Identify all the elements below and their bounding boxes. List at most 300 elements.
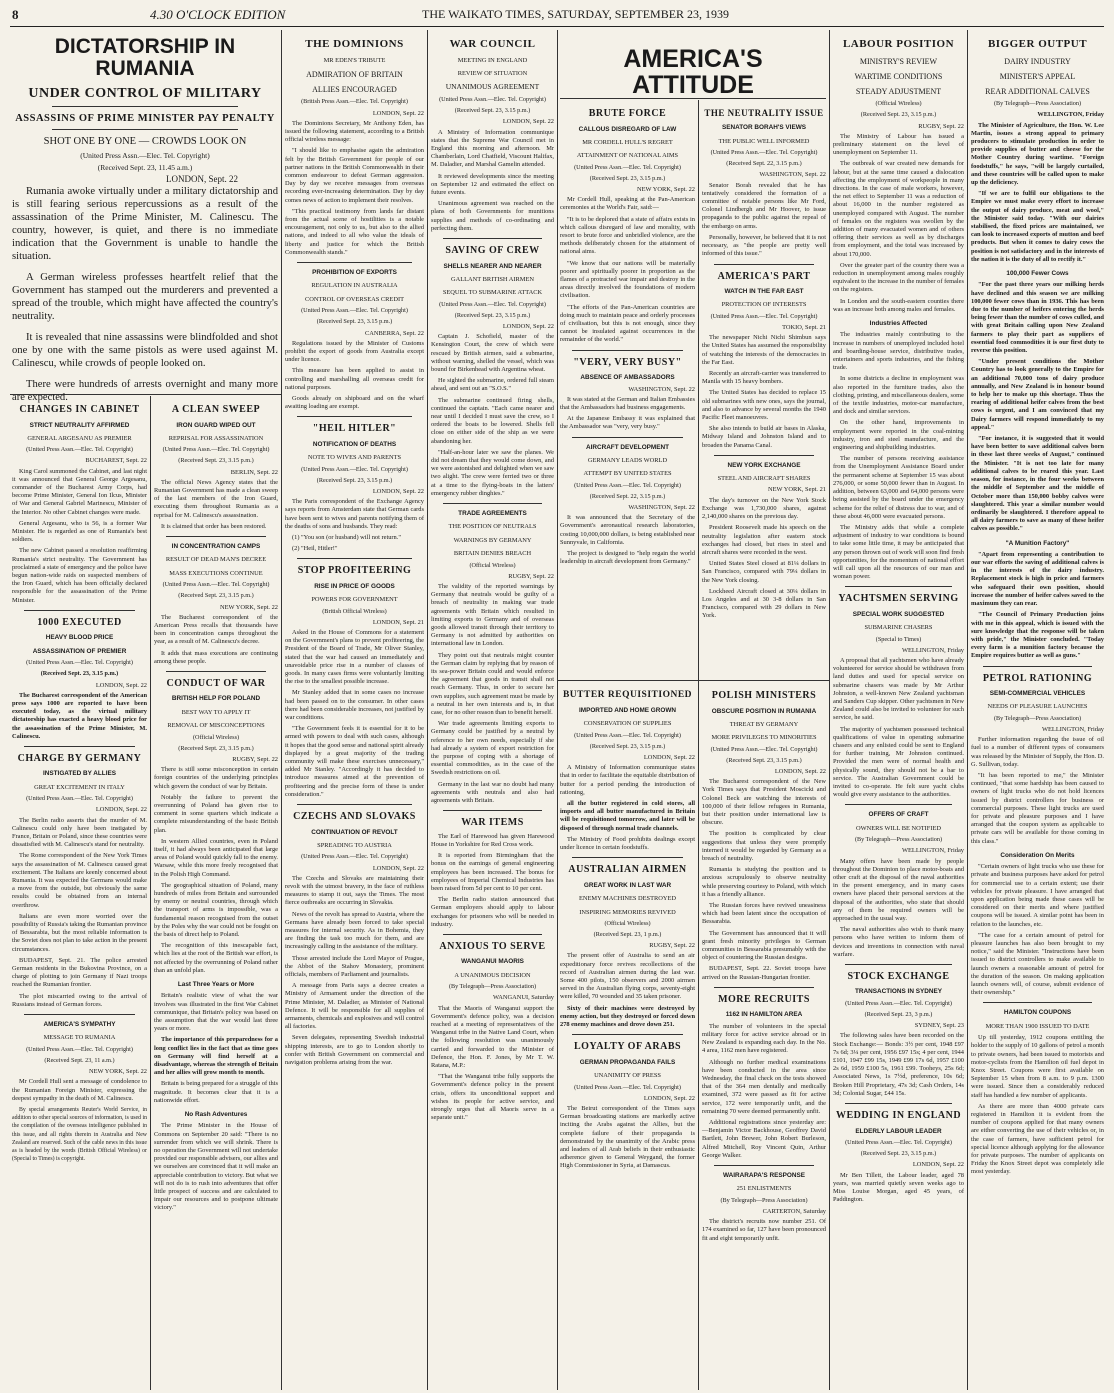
paragraph: The validity of the reported warnings by Germany that neutrals would be guilty of a breach of neutrality in making war trade agreements with Britain which resulted in limiting exports to Germany and of overseas goods allowed transit through their territory to Germany is not admitted by authorities on international law in London. — [431, 582, 554, 648]
dateline: WELLINGTON, Friday — [1042, 725, 1104, 733]
dateline: WELLINGTON, Friday — [1037, 111, 1104, 119]
article-headline: CONDUCT OF WAR — [166, 677, 266, 689]
credit-line: (United Press Assn.—Elec. Tel. Copyright) — [80, 151, 210, 161]
section-subhead: 100,000 Fewer Cows — [1006, 270, 1069, 278]
paragraph: As there are more than 4000 private cars registered in Hamilton it is evident from the number of coupons applied for that many owners are either converting the use of their vehicles or, in the case of farmers, have sufficient petrol for special licence although applying for the allowance for private purposes. The number of applicants on Friday the Knox Street depot was completely idle most yesterday. — [971, 1102, 1104, 1176]
subhead: REMOVAL OF MISCONCEPTIONS — [167, 722, 265, 730]
paragraph: The Berlin radio station announced that German employers should apply to labour exchanges for prisoners who will be needed in industry. — [431, 896, 554, 928]
dateline: LONDON, Sept. 22 — [912, 1161, 964, 1169]
dateline: LONDON, Sept. 22 — [95, 681, 147, 689]
subhead: SPECIAL WORK SUGGESTED — [852, 610, 945, 618]
paragraph: Additional registrations since yesterday are:—Benjamin Victor Backhouse, Geoffrey David Bartlett, John Brewer, John Robert Burleson, Alfred Mitchell, Roy Vincent Quin, Arthur George Walker. — [702, 1118, 826, 1159]
subhead: RESULT OF DEAD MAN'S DECREE — [165, 556, 267, 564]
paragraph: Over the greater part of the country there was a reduction in unemployment among males roughly equivalent to the increase in the number of females on the registers. — [833, 261, 964, 294]
article-headline: YACHTSMEN SERVING — [838, 593, 959, 605]
paragraph: At the Japanese Embassy it was explained that the Ambassador was "very, very busy." — [560, 415, 695, 431]
article-headline: WEDDING IN ENGLAND — [835, 1110, 962, 1122]
subhead: UNANIMITY OF PRESS — [594, 1072, 661, 1080]
article-headline: LABOUR POSITION — [842, 38, 955, 50]
paragraph: Regulations issued by the Minister of Customs prohibit the export of goods from Australia except under licence. — [285, 339, 424, 364]
paragraph: The Czechs and Slovaks are maintaining their revolt with the utmost bravery, in the face of ruthless measures to stamp it out, says the Times. The most fierce outbreaks are occurring in Slovakia. — [285, 874, 424, 907]
paragraph: "That the Wanganui tribe fully supports the Government's defence policy in the present crisis, offers its unconditional support and wishes its people for active service, and strongly urges that all Maoris serve in a separate unit." — [431, 1073, 554, 1122]
dateline: WELLINGTON, Friday — [902, 646, 964, 654]
subhead: NEEDS OF PLEASURE LAUNCHES — [987, 703, 1088, 711]
paragraph: The project is designed to "help regain the world leadership in aircraft development from Germany." — [560, 550, 695, 566]
article-headline: AUSTRALIAN AIRMEN — [568, 864, 687, 876]
article-headline: AIRCRAFT DEVELOPMENT — [585, 443, 670, 451]
credit-line: (United Press Assn.—Elec. Tel. Copyright) — [162, 581, 270, 589]
paragraph: "I should like to emphasise again the admiration felt by the British Government for people of our partner nations in the British Commonwealth in their common endeavour to defeat German aggression. Day by day we receive messages from overseas recording ever-increasing determination. Day by day comes news of action to implement their resolves. — [285, 147, 424, 204]
section-subhead: Last Three Years or More — [177, 981, 255, 989]
received-line: (Received Sept. 23, 3.15 p.m.) — [316, 318, 393, 326]
credit-line: (United Press Assn.—Elec. Tel. Copyright) — [845, 999, 952, 1007]
paragraph: "The efforts of the Pan-American countries are doing much to maintain peace and orderly processes of civilisation, but this is not enough, since they cannot be insulated against occurrences in the remainder of the world." — [560, 303, 695, 344]
copyright-notice: By special arrangements Reuter's World Service, in addition to other special sources of information, is used in the compilation of the overseas intelligence published in this issue, and all rights therein in Australia and New Zealand are reserved. Such of the cable news in this issue as is headed by the words (British Official Wireless) or (Special to Times) is copyright. — [12, 1106, 147, 1163]
paragraph: Notably the failure to prevent the overrunning of Poland has given rise to comment in some quarters which indicate a complete misunderstanding of the basic British plan. — [154, 793, 278, 834]
paragraph: The new Cabinet passed a resolution reaffirming Rumania's strict neutrality. The Government has proclaimed a state of emergency and the police have begun nation-wide raids on suspected members of the Iron Guard, which has been officially declared responsible for the assassination of the Prime Minister. — [12, 547, 147, 604]
subhead: MORE PRIVILEGES TO MINORITIES — [711, 734, 817, 742]
credit-line: (United Press Assn.—Elec. Tel. Copyright) — [845, 1138, 952, 1146]
article-headline: HAMILTON COUPONS — [1003, 1009, 1072, 1017]
paragraph: Britain is being prepared for a struggle of this magnitude. It becomes clear that it is a nationwide effort. — [154, 1080, 278, 1104]
credit-line: (United Press Assn.—Elec. Tel. Copyright) — [439, 300, 546, 308]
paragraph: They point out that neutrals might counter the German claim by replying that by reason of its sea-power Britain could and would enforce the agreement that goods in transit shall not reach Germany. Thus, in order to secure her own supplies, such agreement must be made by a neutral in her own interests and is, in that case, for no other reason than to benefit herself. — [431, 651, 554, 716]
article-headline: WAR COUNCIL — [449, 38, 536, 50]
paragraph: "If we are to fulfil our obligations to the Empire we must make every effort to increase the output of dairy produce, meat and wool," the Minister said today. "With our dairies stabilised, the fixed prices are maintained, we can look to increased exports of mutton and beef products. But when it comes to dairy cows the position is not satisfactory and in the interests of the nation it is the duty of all to rectify it." — [971, 190, 1104, 263]
subhead: NOTE TO WIVES AND PARENTS — [307, 454, 402, 462]
paragraph: "The case for a certain amount of petrol for pleasure launches has also been brought to my notice," said the Minister. "Instructions have been issued to district controllers to make available to launch owners a reasonable amount of petrol for the duration of the season. On making application launch owners will, of course, submit evidence of their ownership." — [971, 931, 1104, 997]
subhead: STRICT NEUTRALITY AFFIRMED — [29, 421, 130, 429]
received-line: (Received Sept. 23, 3.15 p.m.) — [178, 592, 254, 600]
received-line: (Received Sept. 23, 3.15 p.m.) — [454, 107, 531, 115]
paragraph: The following sales have been recorded on the Stock Exchange:— Bonds: 3½ per cent, 1948 £97 7s 6d; 3¼ per cent, 1956 £97 15s; 4 per cent, 1944 £101, 1947 £99 15s, 1949 £99 17s 6d, 1957 £100 2s 6d, 1959 £100 5s, 1961 £99. Tooheys, 25s 6d; Associated News, 1s 7½d, preference, 10s 6d; Broken Hill Proprietary, 47s 3d; Cash Orders, 14s 3d; Colonial Sugar, £44 15s. — [833, 1032, 964, 1097]
dateline: LONDON, Sept. 22 — [372, 109, 424, 117]
subhead: GERMAN PROPAGANDA FAILS — [579, 1058, 676, 1066]
paragraph: There were hundreds of arrests overnight and many more are expected. — [12, 378, 278, 403]
dateline: LONDON, Sept. 22 — [502, 323, 554, 331]
subhead: THE PUBLIC WELL INFORMED — [718, 137, 810, 145]
subhead: MORE THAN 1900 ISSUED TO DATE — [985, 1022, 1090, 1030]
subhead: THREAT BY GERMANY — [729, 720, 799, 728]
column-j — [971, 32, 1104, 1390]
paragraph: (2) "Heil, Hitler!" — [292, 545, 338, 553]
article-headline: "HEIL HITLER" — [312, 423, 397, 435]
paragraph: The number of volunteers in the special military force for active service abroad or in New Zealand is expanding each day. In the No. 4 area, 1162 men have registered. — [702, 1022, 826, 1055]
subhead: PROTECTION OF INTERESTS — [721, 301, 807, 309]
paragraph: The Dominions Secretary, Mr Anthony Eden, has issued the following statement, according to a British official wireless message: — [285, 119, 424, 144]
dateline: NEW YORK, Sept. 21 — [767, 486, 826, 494]
article-headline: PROHIBITION OF EXPORTS — [312, 269, 397, 277]
credit-line: (United Press Assn.—Elec. Tel. Copyright) — [574, 481, 681, 489]
article-headline: PETROL RATIONING — [982, 672, 1093, 684]
paragraph: Rumania awoke virtually under a military dictatorship and is still fearing serious repercussions as a result of the assassination of the Prime Minister, M. Calinescu. The country, however, is quiet, and there is no immediate indication that the Government is unable to handle the situation. — [12, 185, 278, 262]
dateline: RUGBY, Sept. 22 — [508, 572, 554, 580]
paragraph: Goods already on shipboard and on the wharf awaiting loading are exempt. — [285, 394, 424, 411]
credit-line: (United Press Assn.—Elec. Tel. Copyright) — [162, 446, 270, 454]
article-headline: AMERICA'S PART — [717, 270, 811, 282]
page-number: 8 — [12, 7, 19, 22]
subhead: IMPORTED AND HOME GROWN — [578, 706, 677, 714]
subhead: REAR ADDITIONAL CALVES — [985, 87, 1090, 97]
subhead: RISE IN PRICE OF GOODS — [314, 582, 395, 590]
subhead: BRITAIN DENIES BREACH — [453, 550, 532, 558]
paragraph: The industries mainly contributing to the increase in numbers of unemployed included hotel and boarding-house service, distributive trades, entertainers and sports industries, and the fishing trade. — [833, 331, 964, 372]
subhead: MINISTRY'S REVIEW — [859, 56, 938, 66]
lead-story — [12, 32, 278, 403]
subhead: ALLIES ENCOURAGED — [312, 85, 397, 95]
paragraph: BUDAPEST, Sept. 21. The police arrested German residents in the Bukovina Province, on a charge of plotting to join Germany if Nazi troops reached the Rumanian frontier. — [12, 956, 147, 989]
paragraph: The majority of yachtsmen possessed technical qualifications of value in operating submarine chasers and any enlisted could be sent to England for further training, Mr Johnston continued. Provided the men were of normal health and physically sound, they should not be a bar to service. The Australian Government could be invited to co-operate. He felt sure yacht clubs would give every assistance to the authorities. — [833, 725, 964, 799]
banner-headline: AMERICA'S ATTITUDE — [623, 45, 763, 100]
paragraph: The Rome correspondent of the New York Times says the assassination of M. Calinescu caused great excitement. The Italians are keenly concerned about Rumania. It was expected the Germans would make a move from the outside, but obviously the same results could be obtained from an internal overthrow. — [12, 852, 147, 909]
paragraph: War trade agreements limiting exports to Germany could be justified by a neutral by reference to her own needs, especially if she had already a system of export restriction for the purpose of coping with a shortage of essential commodities, as in the case of the Swedish restrictions on oil. — [431, 720, 554, 777]
section-subhead: Consideration On Merits — [1000, 851, 1075, 859]
subhead: CONTINUATION OF REVOLT — [311, 828, 398, 836]
paragraph: "For the past three years our milking herds have declined and this season we are milking 100,000 fewer cows than in 1936. This has been due to the number of heifers entering the herds being fewer than the number of cows culled, and with great Britain calling upon New Zealand farmers to play their part as suppliers of essential food commodities it is our first duty to reverse this position. — [971, 281, 1104, 355]
paragraph: The Government has announced that it will grant fresh minority privileges to German communities in Bessarabia presumably with the object of countering the Russian designs. — [702, 929, 826, 962]
paragraph: Unanimous agreement was reached on the plans of both Governments for munitions supplies and methods of co-ordinating and perfecting them. — [431, 200, 554, 232]
subhead: WARNINGS BY GERMANY — [453, 536, 532, 544]
column-h — [702, 684, 826, 1390]
paragraph: "The Government feels it is essential for it to be armed with powers to deal with such cases, although it hopes that the good sense and national spirit already displayed by a great majority of the trading community will make these exercises unnecessary," added Mr Stanley. "Accordingly it has decided to introduce measures aimed at the prevention of profiteering and the precise form of these is under consideration." — [285, 725, 424, 798]
paragraph: Mr Cordell Hull, speaking at the Pan-American ceremonies at the World's Fair, said:— — [560, 196, 695, 212]
article-headline: AMERICA'S SYMPATHY — [43, 1021, 116, 1029]
credit-line: (United Press Assn.—Elec. Tel. Copyright) — [710, 149, 818, 157]
paragraph: United States Steel closed at 81¼ dollars in San Francisco, compared with 79¼ dollars in the New York closing. — [702, 560, 826, 584]
subhead: DAIRY INDUSTRY — [1004, 56, 1071, 66]
dateline: LONDON, Sept. 22 — [643, 754, 695, 762]
paragraph: He sighted the submarine, ordered full steam ahead, and sent out an "S.O.S." — [431, 377, 554, 393]
edition-label: 4.30 O'CLOCK EDITION — [150, 7, 286, 22]
paragraph: A German wireless professes heartfelt relief that the Government has stamped out the murderers and prevented a spread of the trouble, which might have affected the country's neutrality. — [12, 271, 278, 322]
paragraph: The position is complicated by clear suggestions that unless they were promptly interned it would be regarded by Germany as a breach of neutrality. — [702, 830, 826, 863]
article-headline: 1000 EXECUTED — [37, 616, 122, 628]
subhead: WATCH IN THE FAR EAST — [724, 288, 804, 295]
credit-line: (United Press Assn.—Elec. Tel. Copyright) — [301, 465, 408, 473]
subhead: NOTIFICATION OF DEATHS — [312, 440, 397, 448]
subhead: SEMI-COMMERCIAL VEHICLES — [989, 690, 1086, 698]
article-headline: "VERY, VERY BUSY" — [573, 356, 682, 368]
subhead: SHELLS NEARER AND NEARER — [443, 262, 542, 270]
subhead: MEETING IN ENGLAND — [457, 56, 528, 64]
credit-line: (United Press Assn.—Elec. Tel. Copyright) — [26, 1045, 133, 1053]
paragraph: Mr Ben Tillett, the Labour leader, aged 78 years, was married quietly seven weeks ago to Miss Louise Morgan, aged 45 years, of Paddington. — [833, 1171, 964, 1204]
paragraph: The Minister of Agriculture, the Hon. W. Lee Martin, issues a strong appeal to primary producers to stimulate production in order to provide supplies of butter and cheese for the Mother Country during wartime. "Foreign foodstuffs," he says, "will be largely curtailed, and these countries will be called upon to make up the deficiency. — [971, 121, 1104, 187]
paragraph: Recently an aircraft-carrier was transferred to Manila with 15 heavy bombers. — [702, 369, 826, 386]
paragraph: In some districts a decline in employment was also reported in the furniture trades, also the clothing, printing, and miscellaneous dealers, some of the textile industries, motor-car manufacture, and dock and similar services. — [833, 375, 964, 416]
paragraph: In London and the south-eastern counties there was an increase both among males and females. — [833, 297, 964, 313]
dateline: LONDON, Sept. 22 — [774, 767, 826, 775]
subhead: REGULATION IN AUSTRALIA — [311, 282, 398, 290]
paragraph: The recognition of this inescapable fact, which lies at the root of the British war effort, is not affected by the overrunning of Poland rather than an unfold plan. — [154, 942, 278, 974]
credit-line: (British Press Assn.—Elec. Tel. Copyright) — [301, 98, 408, 106]
subhead: 251 ENLISTMENTS — [736, 1185, 792, 1193]
subhead: A UNANIMOUS DECISION — [454, 971, 531, 979]
subhead: INSTIGATED BY ALLIES — [42, 770, 117, 778]
dateline: LONDON, Sept. 22 — [502, 118, 554, 126]
column-d — [431, 32, 554, 1390]
column-b — [154, 398, 278, 1390]
dateline: WASHINGTON, Sept. 22 — [628, 385, 695, 393]
subhead: ELDERLY LABOUR LEADER — [855, 1127, 942, 1135]
paper-title-date: THE WAIKATO TIMES, SATURDAY, SEPTEMBER 23, 1939 — [422, 7, 730, 21]
subhead: WANGANUI MAORIS — [461, 958, 524, 966]
dateline: WELLINGTON, Friday — [902, 847, 964, 855]
subhead: MR EDEN'S TRIBUTE — [323, 56, 386, 64]
paragraph: Sixty of their machines were destroyed by enemy action, but they destroyed or forced down 278 enemy machines and drove down 251. — [560, 1004, 695, 1029]
paragraph: The submarine continued firing shells, continued the captain. "Each came nearer and near until I decided I must save the crew, so I ordered the boats to be lowered. Shells fell close on either side of the ship as we were abandoning her. — [431, 396, 554, 445]
received-line: (Received Sept. 23, 1 p.m.) — [593, 931, 662, 939]
section-subhead: Industries Affected — [869, 320, 928, 328]
paragraph: Those arrested include the Lord Mayor of Prague, the Abbot of the Stahov Monastery, prominent officials, members of Parliament and journalists. — [285, 954, 424, 978]
received-line: (Received Sept. 23, 3.15 p.m.) — [316, 476, 393, 484]
article-headline: STOP PROFITEERING — [297, 565, 412, 577]
paragraph: This measure has been applied to assist in controlling and marshalling all overseas credit for national purposes. — [285, 367, 424, 391]
america-banner — [560, 34, 826, 100]
subhead: GREAT EXCITEMENT IN ITALY — [34, 783, 125, 791]
subhead: MASS EXECUTIONS CONTINUE — [169, 569, 263, 577]
credit-line: (By Telegraph—Press Association) — [720, 1196, 808, 1204]
paragraph: The Paris correspondent of the Exchange Agency says reports from Amsterdam state that German cards have been sent to wives and parents notifying them of the deaths of sons and husbands. They read: — [285, 498, 424, 530]
received-line: (Received Sept. 23, 3.15 p.m.) — [178, 744, 254, 752]
paragraph: "Half-an-hour later we saw the planes. We did not dream that they would come down, and we were astonished and delighted when we saw two alight. The crew were ferried two or three at a time to the flying-boats in the latters' emergency rubber dinghies." — [431, 448, 554, 497]
paragraph: The district's recruits now number 251. Of 174 examined so far, 127 have been pronounced fit and eight temporarily unfit. — [702, 1218, 826, 1242]
credit-line: (Official Wireless) — [875, 100, 922, 108]
dateline: LONDON, Sept. 22 — [166, 173, 238, 184]
dateline: RUGBY, Sept. 22 — [232, 755, 278, 763]
subhead: INSPIRING MEMORIES REVIVED — [579, 908, 676, 916]
dateline: CANBERRA, Sept. 22 — [365, 329, 424, 337]
article-headline: CHANGES IN CABINET — [19, 404, 140, 415]
paragraph: The Ministry of Food prohibits dealings except under licence in certain foodstuffs. — [560, 835, 695, 852]
credit-line: (Official Wireless) — [604, 919, 651, 927]
credit-line: (United Press Assn.—Elec. Tel. Copyright) — [26, 659, 133, 667]
subhead: IRON GUARD WIPED OUT — [176, 421, 256, 429]
paragraph: That the Maoris of Wanganui support the Government's defence policy, was a decision reached at a meeting of representatives of the Wanganui tribe in the Native Land Court, when the following resolution was unanimously carried and forwarded to the Minister of Defence, the Hon. F. Jones, by Mr T. W. Ratana, M.P.: — [431, 1004, 554, 1069]
credit-line: (By Telegraph—Press Association) — [993, 100, 1082, 108]
credit-line: (United Press Assn.—Elec. Tel. Copyright) — [710, 312, 818, 320]
subhead: SEQUEL TO SUBMARINE ATTACK — [442, 289, 543, 297]
paragraph: "We know that our nations will be materially poorer and spiritually poorer in proportion as the flames of a protracted war impair and destroy in the areas directly involved the foundations of modern civilisation. — [560, 259, 695, 300]
dateline: BERLIN, Sept. 22 — [230, 468, 278, 476]
paragraph: The newspaper Nichi Nichi Shimbun says the United States has assumed the responsibility of watching the interests of the democracies in the Far East. — [702, 334, 826, 366]
paragraph: Rumania is studying the position and is anxious scrupulously to observe neutrality while preserving courtesy to Poland, with which it has a friendly alliance. — [702, 866, 826, 898]
paragraph: The naval authorities also wish to thank many persons who have written to inform them of devices and inventions in connection with naval warfare. — [833, 926, 964, 958]
credit-line: (By Telegraph—Press Association) — [448, 983, 537, 991]
received-line: (Received Sept. 23, 3.15 p.m.) — [589, 174, 666, 182]
subhead: 1162 IN HAMILTON AREA — [725, 1011, 803, 1019]
subhead: WARTIME CONDITIONS — [854, 71, 943, 81]
dateline: WASHINGTON, Sept. 22 — [759, 171, 826, 179]
paragraph: The day's turnover on the New York Stock Exchange was 1,730,000 shares, against 2,140,000 shares on the previous day. — [702, 496, 826, 521]
paragraph: In western Allied countries, even in Poland itself, it had always been anticipated that large areas of Poland would quickly fall to the enemy. Warsaw, while this more freely recognised that in the Polish High Command. — [154, 837, 278, 878]
paragraph: Mr Cordell Hull sent a message of condolence to the Rumanian Foreign Minister, expressing the deepest sympathy in the death of M. Calinescu. — [12, 1078, 147, 1102]
subhead: STEADY ADJUSTMENT — [855, 87, 942, 97]
subhead: ADMIRATION OF BRITAIN — [306, 70, 403, 79]
received-line: (Received Sept. 23, 3.15 p.m.) — [454, 311, 531, 319]
paragraph: There is still some misconception in certain foreign countries of the underlying principles which govern the conduct of war by Britain. — [154, 766, 278, 790]
subhead: TRANSACTIONS IN SYDNEY — [855, 988, 942, 996]
credit-line: (Special to Times) — [875, 635, 922, 643]
paragraph: Up till yesterday, 1912 coupons entitling the holder to the supply of 10 gallons of petrol a month to private owners, had been issued to motorists and motor-cyclists from the Hamilton oil fuel depot in Knox Street. Coupons were first available on September 15 when from 8 a.m. to 9 p.m. 1300 were issued. Since then a considerably reduced staff has handled a few number of applicants. — [971, 1034, 1104, 1099]
dateline: LONDON, Sept. 21 — [372, 618, 424, 626]
paragraph: Italians are even more worried over the possibility of Russia's taking the Rumanian province of Bessarabia, but the most reliable information is the Soviet does not plan to take action in the present circumstances. — [12, 912, 147, 953]
column-f — [702, 102, 826, 677]
paragraph: The Beirut correspondent of the Times says German broadcasting stations are markedly active inciting the Arabs against the Allies, but the complete failure of their propaganda is demonstrated by the unanimity of the Arabic press and leaders of all Arab beliefs in their enthusiastic adherence given to General Weygand, the former High Commissioner in Syria, at Damascus. — [560, 1104, 695, 1170]
paragraph: Germany in the last war no doubt had many agreements with neutrals and also had agreements with Britain. — [431, 780, 554, 804]
article-headline: NEW YORK EXCHANGE — [727, 461, 801, 469]
dateline: LONDON, Sept. 22 — [643, 1094, 695, 1102]
paragraph: "Under present conditions the Mother Country has to look generally to the Empire for an additional 70,000 tons of dairy produce annually, and New Zealand is in honour bound to help her to make up this shortage. Thus the rearing of additional heifer calves from the best cows is urgent, and I am convinced that my Dairy farmers will respond immediately to my appeal." — [971, 358, 1104, 431]
credit-line: (Official Wireless) — [469, 561, 516, 569]
article-headline: ANXIOUS TO SERVE — [439, 940, 546, 952]
paragraph: Seven delegates, representing Swedish industrial shipping interests, are to go to London shortly to confer with British Government on commercial and navigation problems arising from the war. — [285, 1034, 424, 1066]
received-line: (Received Sept. 23, 3.15 p.m.) — [40, 670, 119, 678]
credit-line: (British Official Wireless) — [322, 607, 387, 615]
credit-line: (United Press Assn.—Elec. Tel. Copyright) — [574, 731, 681, 739]
received-line: (Received Sept. 23, 3.15 p.m.) — [589, 742, 666, 750]
subhead: REPRISAL FOR ASSASSINATION — [168, 434, 264, 442]
article-headline: BUTTER REQUISITIONED — [562, 690, 693, 700]
subhead: MINISTER'S APPEAL — [999, 71, 1076, 81]
subhead: SENATOR BORAH'S VIEWS — [721, 124, 806, 132]
dateline: CARTERTON, Saturday — [762, 1207, 826, 1215]
received-line: (Received Sept. 23, 3.15 p.m.) — [860, 1150, 937, 1158]
paragraph: The present offer of Australia to send an air expeditionary force revives recollections of the record of Australian airmen during the last war. Some 400 pilots, 150 observers and 2000 airmen served in the Australian flying corps, seventy-eight were killed, 70 wounded and 35 taken prisoner. — [560, 952, 695, 1001]
received-line: (Received Sept. 22, 3.15 p.m.) — [589, 492, 666, 500]
paragraph: Britain's realistic view of what the war involves was illustrated in the first War Cabinet communique, that Britain's policy was based on the assumption that the war would last three years or more. — [154, 992, 278, 1033]
paragraph: Lockheed Aircraft closed at 30¼ dollars in Los Angeles and at 30 3-8 dollars in San Francisco, compared with 29 dollars in New York. — [702, 587, 826, 620]
paragraph: General Argesanu, who is 56, is a former War Minister. He is regarded as one of Rumania's best soldiers. — [12, 519, 147, 544]
subhead: REVIEW OF SITUATION — [457, 70, 528, 77]
credit-line: (United Press Assn.—Elec. Tel. Copyright) — [439, 95, 546, 103]
article-headline: LOYALTY OF ARABS — [573, 1041, 682, 1053]
paragraph: The Prime Minister in the House of Commons on September 20 said: "There is no surrender from which we will shrink. There is no operation the Government will not undertake provided our responsible advisers, our allies and we ourselves are convinced that it will make an appreciable contribution to victory. But what we will not do is to rush into adventures that offer little prospect of success and are calculated to impair our resources and to postpone ultimate victory." — [154, 1122, 278, 1212]
dateline: NEW YORK, Sept. 22 — [636, 185, 695, 193]
dateline: NEW YORK, Sept. 22 — [219, 603, 278, 611]
paragraph: It was stated at the German and Italian Embassies that the Ambassadors had business engagements. — [560, 395, 695, 411]
subhead: MR CORDELL HULL'S REGRET — [582, 138, 673, 146]
article-headline: OFFERS OF CRAFT — [868, 811, 929, 819]
credit-line: (United Press Assn.—Elec. Tel. Copyright) — [710, 745, 818, 753]
credit-line: (United Press Assn.—Elec. Tel. Copyright) — [26, 795, 133, 803]
article-headline: TRADE AGREEMENTS — [458, 510, 527, 518]
article-headline: SAVING OF CREW — [445, 245, 540, 257]
masthead — [10, 4, 1104, 27]
subhead: CONTROL OF OVERSEAS CREDIT — [304, 295, 404, 303]
paragraph: It is claimed that order has been restored. — [161, 522, 267, 530]
paragraph: "The Council of Primary Production joins with me in this appeal, which is issued with the sure knowledge that the response will be taken with pride," the Minister concluded. "Today every farm is a munition factory because the Empire requires butter as well as guns." — [971, 611, 1104, 660]
credit-line: (United Press Assn.—Elec. Tel. Copyright) — [26, 446, 133, 454]
credit-line: (United Press Assn.—Elec. Tel. Copyright) — [574, 163, 681, 171]
paragraph: The Bucharest correspondent of the American Press recalls that thousands have been in concentration camps throughout the year, as a result of M. Calinescu's decree. — [154, 613, 278, 646]
dateline: LONDON, Sept. 22 — [95, 806, 147, 814]
section-subhead: No Rash Adventures — [184, 1111, 248, 1119]
subhead: GREAT WORK IN LAST WAR — [583, 881, 672, 889]
article-headline: POLISH MINISTERS — [711, 690, 817, 701]
paragraph: The geographical situation of Poland, many hundreds of miles from Britain and surrounded by enemy or neutral countries, through which the transport of arms is impossible, was a fundamental reason recognised from the outset by the Poles why the war could not be fought on the basis of direct help to Poland. — [154, 881, 278, 938]
paragraph: The Russian forces have revived uneasiness which had been latent since the occupation of Bessarabia. — [702, 902, 826, 926]
subhead: OBSCURE POSITION IN RUMANIA — [711, 707, 817, 715]
article-headline: BIGGER OUTPUT — [987, 38, 1088, 50]
subhead: MESSAGE TO RUMANIA — [43, 1034, 116, 1042]
subhead: CONSERVATION OF SUPPLIES — [583, 720, 672, 728]
paragraph: all the butter registered in cold stores, all imports and all butter manufactured in Britain will be requisitioned tomorrow, and later will be disposed of through normal trade channels. — [560, 800, 695, 832]
paragraph: It is reported from Birmingham that the bonus on the earnings of general engineering employees has been increased. The bonus for employees of Imperial Chemical Industries has been raised from 5d per cent to 10 per cent. — [431, 852, 554, 892]
paragraph: It was announced that the Secretary of the Government's aeronautical research laboratories, costing 10,000,000 dollars, is being established near Sunnyvale, in California. — [560, 514, 695, 546]
paragraph: The Earl of Harewood has given Harewood House in Yorkshire for Red Cross work. — [431, 832, 554, 848]
paragraph: Although no further medical examinations have been conducted in the area since Wednesday, the final check on the tests showed that of the 364 men dentally and medically examined, 372 were passed as fit for active service, 172 were temporarily unfit, and the remaining 70 were deemed permanently unfit. — [702, 1058, 826, 1115]
dateline: NEW YORK, Sept. 22 — [88, 1068, 147, 1076]
paragraph: "This practical testimony from lands far distant from the actual scene of hostilities is a notable encouragement, not only to us, but also to the allied nations, and indeed to all who value the ideals of liberty and justice for which the British Commonwealth stands." — [285, 207, 424, 256]
paragraph: Many offers have been made by people throughout the Dominion to place motor-boats and other craft at the disposal of the naval authorities in the present emergency, and in many cases owners have placed their personal services at the disposal of the authorities, who state that should any of them be required owners will be approached in the usual way. — [833, 857, 964, 922]
received-line: (Received Sept. 23, 3 p.m.) — [864, 1011, 933, 1019]
subhead: GALLANT BRITISH AIRMEN — [451, 275, 534, 283]
paragraph: The Bucharest correspondent of the American press says 1000 are reported to have been executed today, as the virtual military dictatorship has exacted a heavy blood price for the assassination of the Prime Minister, M. Calinescu. — [12, 691, 147, 740]
paragraph: The number of persons receiving assistance from the Unemployment Assistance Board under the permanent scheme at September 15 was about 276,000, or some 50,000 fewer than in August. In addition, between 63,000 and 64,000 persons were being assisted by the board under the emergency scheme for the relief of distress due to war, and of these about 46,000 were evacuated persons. — [833, 455, 964, 520]
subhead: POWERS FOR GOVERNMENT — [311, 596, 398, 604]
dateline: BUCHAREST, Sept. 22 — [85, 457, 147, 465]
column-g — [560, 684, 695, 1390]
paragraph: A Ministry of Information communique states that the Supreme War Council met in England this morning and afternoon. Mr Chamberlain, Lord Chatfield, Viscount Halifax, M. Daladier, and Marshal Gamelin attended. — [431, 128, 554, 169]
lead-deck-2: ASSASSINS OF PRIME MINISTER PAY PENALTY — [15, 113, 275, 125]
dateline: SYDNEY, Sept. 23 — [914, 1022, 964, 1030]
subhead: CALLOUS DISREGARD OF LAW — [578, 125, 677, 133]
credit-line: (By Telegraph—Press Association) — [993, 714, 1082, 722]
credit-line: (By Telegraph—Press Association) — [854, 836, 943, 844]
article-headline: THE DOMINIONS — [305, 38, 404, 50]
paragraph: The official News Agency states that the Rumanian Government has made a clean sweep of the last members of the Iron Guard, executing them throughout Rumania as a reprisal for M. Calinescu's assassination. — [154, 478, 278, 519]
article-headline: BRUTE FORCE — [588, 108, 667, 119]
paragraph: News of the revolt has spread to Austria, where the Germans have already been forced to take special measures for internal security. As in Bohemia, they are finding the task too much for them, and are increasingly calling in the assistance of the military. — [285, 910, 424, 951]
dateline: LONDON, Sept. 22 — [372, 864, 424, 872]
article-headline: CHARGE BY GERMANY — [17, 752, 142, 764]
paragraph: The importance of this preparedness for a long conflict lies in the fact that as time goes on Germany will find herself at a disadvantage, whereas the strength of Britain and her allies will grow month to month. — [154, 1036, 278, 1077]
column-a — [12, 398, 147, 1390]
paragraph: A Ministry of Information communique states that in order to facilitate the equitable distribution of butter for a period pending the introduction of rationing, — [560, 764, 695, 796]
paragraph: It adds that mass executions are continuing among these people. — [154, 649, 278, 665]
paragraph: The outbreak of war created new demands for labour, but at the same time caused a dislocation affecting the employment of workpeople in many directions. In the case of male workers, however, the net effect to September 11 was a reduction of about 16,000 in the number registered as unemployed compared with August. The number of females on the registers was swollen by the addition of many evacuated women and of others offering their services as well as by discharges from employment, and the total was increased by about 170,000. — [833, 160, 964, 258]
received-line: (Received Sept. 23, 3.15 p.m.) — [860, 111, 937, 119]
paragraph: Personally, however, he believed that it is not necessary, as "the people are pretty well informed of this issue." — [702, 233, 826, 258]
paragraph: "For instance, it is suggested that it would have been better to save additional calves born in these last three weeks of August," continued the Minister. "It is not too late for many additional calves to be reared this year. Last season, for instance, in the four weeks between the middle of September and the middle of October more than 150,000 bobby calves were slaughtered. This year a similar number would ordinarily be slaughtered. I therefore appeal to all dairy farmers to save as many of these heifer calves as possible." — [971, 435, 1104, 533]
subhead: THE POSITION OF NEUTRALS — [448, 523, 537, 531]
received-line: (Received Sept. 23, 3.15 p.m.) — [726, 756, 802, 764]
column-e — [560, 102, 695, 677]
received-line: (Received Sept. 23, 11 a.m.) — [44, 1056, 115, 1064]
received-line: (Received Sept. 23, 11.45 a.m.) — [97, 162, 193, 172]
paragraph: The Bucharest correspondent of the New York Times says that President Moscicki and Colonel Beck are watching the interests of 100,000 of their fellow refugees in Rumania, but their position under international law is obscure. — [702, 778, 826, 827]
paragraph: Further information regarding the issue of oil fuel to a number of different types of consumers was released by the Minister of Supply, the Hon. D. G. Sullivan, today. — [971, 736, 1104, 768]
column-c — [285, 32, 424, 1390]
paragraph: The plot miscarried owing to the arrival of Russians instead of German forces. — [12, 992, 147, 1008]
subhead: SPREADING TO AUSTRIA — [317, 841, 392, 849]
paragraph: It is revealed that nine assassins were blindfolded and shot one by one with the same pistols as were used against M. Calinescu, while crowds of people looked on. — [12, 331, 278, 369]
article-headline: IN CONCENTRATION CAMPS — [171, 543, 261, 551]
paragraph: The United States has decided to replace 15 old submarines with new ones, says the journal, and also to advance by several months the 1940 Pacific Fleet manoeuvres. — [702, 389, 826, 421]
subhead: BRITISH HELP FOR POLAND — [171, 695, 261, 703]
subhead: ATTAINMENT OF NATIONAL AIMS — [576, 152, 679, 160]
subhead: BEST WAY TO APPLY IT — [181, 708, 251, 716]
subhead: ABSENCE OF AMBASSADORS — [580, 374, 675, 382]
credit-line: (United Press Assn.—Elec. Tel. Copyright) — [301, 307, 408, 315]
paragraph: Asked in the House of Commons for a statement on the Government's plans to prevent profiteering, the President of the Board of Trade, Mr Oliver Stanley, stated that the war had caused an immediately and unavoidable price rise in a number of classes of goods. In many cases firms were voluntarily limiting the rise to the smallest possible increase. — [285, 629, 424, 686]
subhead: GENERAL ARGESANU AS PREMIER — [27, 434, 132, 442]
paragraph: Senator Borah revealed that he has tentatively considered the formation of a committee of notable persons like Mr Ford, Colonel Lindbergh and Mr Hoover, to issue propaganda to the public against the repeal of the embargo on arms. — [702, 181, 826, 230]
article-headline: STOCK EXCHANGE — [847, 970, 950, 982]
article-headline: THE NEUTRALITY ISSUE — [704, 108, 824, 118]
subhead: ASSASSINATION OF PREMIER — [32, 647, 127, 655]
